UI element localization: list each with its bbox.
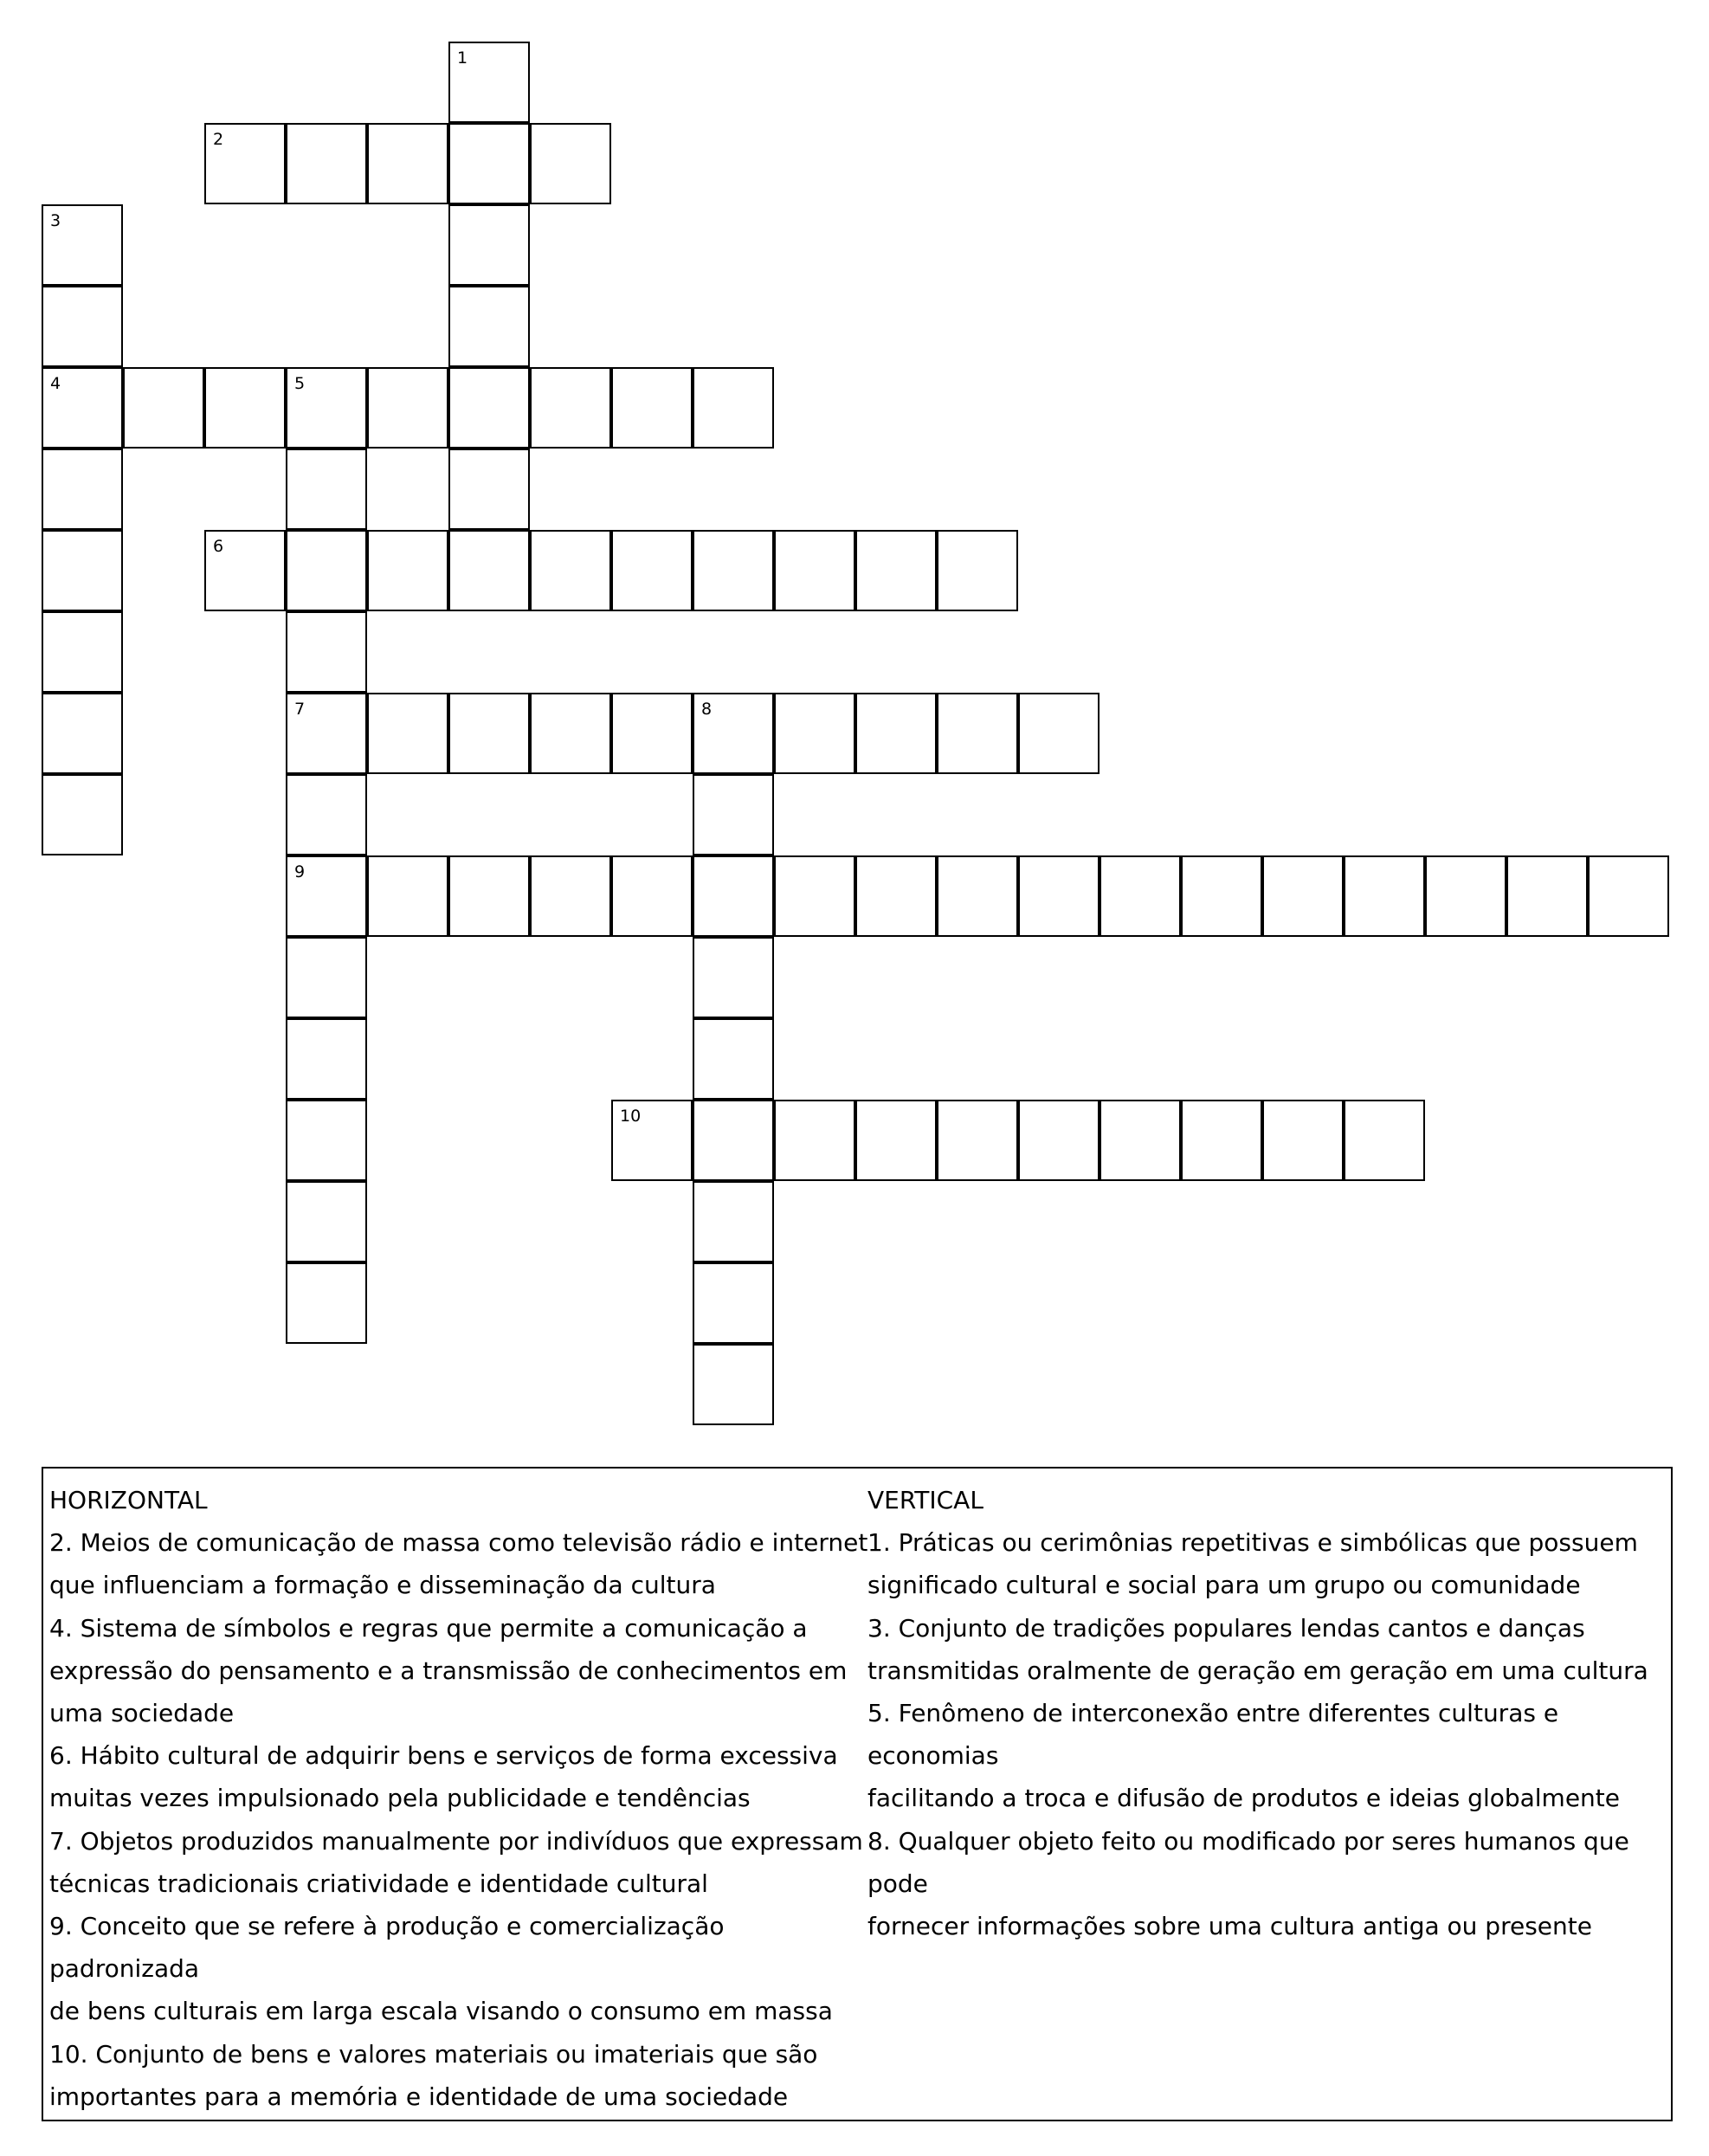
crossword-cell[interactable] [937,1100,1018,1181]
crossword-cell[interactable] [42,449,123,530]
crossword-cell[interactable] [42,204,123,286]
horizontal-clues [49,1479,872,2118]
crossword-cell[interactable] [530,367,611,449]
clue-line: 5. Fenômeno de interconexão entre diferentes culturas e economias [867,1699,1559,1771]
crossword-cell[interactable] [1181,1100,1262,1181]
clue-number: 2 [213,130,224,149]
crossword-cell[interactable] [1181,855,1262,937]
crossword-cell[interactable] [1344,855,1425,937]
crossword-cell[interactable] [42,693,123,774]
clue-line: uma sociedade [49,1699,235,1728]
crossword-cell[interactable] [693,1344,774,1425]
crossword-cell[interactable] [204,123,286,204]
crossword-cell[interactable] [1506,855,1588,937]
crossword-cell[interactable] [123,367,204,449]
crossword-cell[interactable] [855,693,937,774]
crossword-cell[interactable] [937,855,1018,937]
clue-number: 10 [620,1107,642,1126]
crossword-cell[interactable] [286,530,367,611]
crossword-cell[interactable] [693,1262,774,1344]
clue-number: 6 [213,537,224,556]
crossword-cell[interactable] [286,855,367,937]
crossword-cell[interactable] [286,449,367,530]
crossword-cell[interactable] [693,774,774,855]
crossword-cell[interactable] [530,855,611,937]
crossword-cell[interactable] [448,693,530,774]
clue-line: transmitidas oralmente de geração em geração em uma cultura [867,1656,1648,1685]
crossword-cell[interactable] [1018,693,1100,774]
crossword-cell[interactable] [367,123,448,204]
crossword-cell[interactable] [611,530,693,611]
crossword-cell[interactable] [42,530,123,611]
crossword-cell[interactable] [42,774,123,855]
crossword-cell[interactable] [286,1100,367,1181]
clue-line: muitas vezes impulsionado pela publicidade e tendências [49,1784,751,1813]
crossword-cell[interactable] [286,611,367,693]
clue-line: 8. Qualquer objeto feito ou modificado por seres humanos que pode [867,1826,1629,1898]
crossword-cell[interactable] [286,774,367,855]
crossword-cell[interactable] [611,367,693,449]
crossword-cell[interactable] [286,1262,367,1344]
crossword-cell[interactable] [367,530,448,611]
clue-line: facilitando a troca e difusão de produtos e ideias globalmente [867,1784,1621,1813]
clue-line: 7. Objetos produzidos manualmente por indivíduos que expressam [49,1826,863,1856]
clue-line: 10. Conjunto de bens e valores materiais ou imateriais que são [49,2039,818,2069]
crossword-cell[interactable] [611,1100,693,1181]
crossword-cell[interactable] [448,204,530,286]
clue-line: que influenciam a formação e disseminação da cultura [49,1571,716,1600]
crossword-cell[interactable] [530,123,611,204]
clue-line: 3. Conjunto de tradições populares lendas cantos e danças [867,1613,1585,1643]
crossword-cell[interactable] [693,367,774,449]
crossword-cell[interactable] [693,530,774,611]
crossword-cell[interactable] [855,855,937,937]
crossword-cell[interactable] [286,367,367,449]
crossword-cell[interactable] [693,1100,774,1181]
crossword-cell[interactable] [693,855,774,937]
crossword-cell[interactable] [204,367,286,449]
crossword-cell[interactable] [855,530,937,611]
horizontal-heading: HORIZONTAL [49,1486,208,1514]
clue-line: de bens culturais em larga escala visando o consumo em massa [49,1997,833,2026]
crossword-cell[interactable] [1100,1100,1181,1181]
crossword-cell[interactable] [611,693,693,774]
clue-line: técnicas tradicionais criatividade e identidade cultural [49,1869,708,1898]
clue-line: 6. Hábito cultural de adquirir bens e serviços de forma excessiva [49,1741,838,1771]
crossword-cell[interactable] [611,855,693,937]
crossword-cell[interactable] [286,123,367,204]
crossword-cell[interactable] [530,693,611,774]
clue-line: 2. Meios de comunicação de massa como televisão rádio e internet [49,1528,868,1558]
crossword-cell[interactable] [774,693,855,774]
clue-line: importantes para a memória e identidade de uma sociedade [49,2082,789,2111]
clue-number: 8 [701,700,713,719]
clue-line: fornecer informações sobre uma cultura antiga ou presente [867,1912,1592,1941]
crossword-cell[interactable] [855,1100,937,1181]
crossword-cell[interactable] [1262,855,1344,937]
crossword-cell[interactable] [286,1018,367,1100]
clue-line: significado cultural e social para um grupo ou comunidade [867,1571,1581,1600]
crossword-cell[interactable] [937,530,1018,611]
clue-number: 7 [294,700,306,719]
clue-line: expressão do pensamento e a transmissão de conhecimentos em [49,1656,848,1685]
clue-number: 1 [457,48,468,68]
crossword-cell[interactable] [774,530,855,611]
crossword-cell[interactable] [448,286,530,367]
crossword-cell[interactable] [286,1181,367,1262]
crossword-cell[interactable] [1100,855,1181,937]
crossword-cell[interactable] [693,1018,774,1100]
crossword-cell[interactable] [1018,1100,1100,1181]
crossword-cell[interactable] [367,367,448,449]
crossword-cell[interactable] [937,693,1018,774]
crossword-cell[interactable] [693,693,774,774]
clue-number: 9 [294,862,306,881]
crossword-cell[interactable] [1425,855,1506,937]
vertical-heading: VERTICAL [867,1486,983,1514]
crossword-cell[interactable] [448,123,530,204]
clue-line: 9. Conceito que se refere à produção e comercialização padronizada [49,1912,725,1984]
crossword-cell[interactable] [367,693,448,774]
clue-line: 1. Práticas ou cerimônias repetitivas e simbólicas que possuem [867,1528,1638,1558]
clue-number: 4 [50,374,61,393]
crossword-cell[interactable] [286,937,367,1018]
crossword-cell[interactable] [204,530,286,611]
crossword-cell[interactable] [1588,855,1669,937]
clue-number: 3 [50,211,61,230]
crossword-cell[interactable] [448,530,530,611]
clues-box [42,1467,1673,2121]
clue-number: 5 [294,374,306,393]
crossword-cell[interactable] [286,693,367,774]
crossword-cell[interactable] [42,367,123,449]
crossword-cell[interactable] [448,367,530,449]
crossword-cell[interactable] [1018,855,1100,937]
crossword-cell[interactable] [448,42,530,123]
crossword-cell[interactable] [693,937,774,1018]
crossword-cell[interactable] [448,855,530,937]
crossword-cell[interactable] [1344,1100,1425,1181]
crossword-cell[interactable] [367,855,448,937]
crossword-cell[interactable] [42,286,123,367]
crossword-cell[interactable] [693,1181,774,1262]
crossword-cell[interactable] [1262,1100,1344,1181]
crossword-cell[interactable] [42,611,123,693]
clue-line: 4. Sistema de símbolos e regras que permite a comunicação a [49,1613,808,1643]
crossword-cell[interactable] [774,1100,855,1181]
crossword-cell[interactable] [530,530,611,611]
crossword-cell[interactable] [448,449,530,530]
vertical-clues [867,1479,1664,1947]
crossword-cell[interactable] [774,855,855,937]
